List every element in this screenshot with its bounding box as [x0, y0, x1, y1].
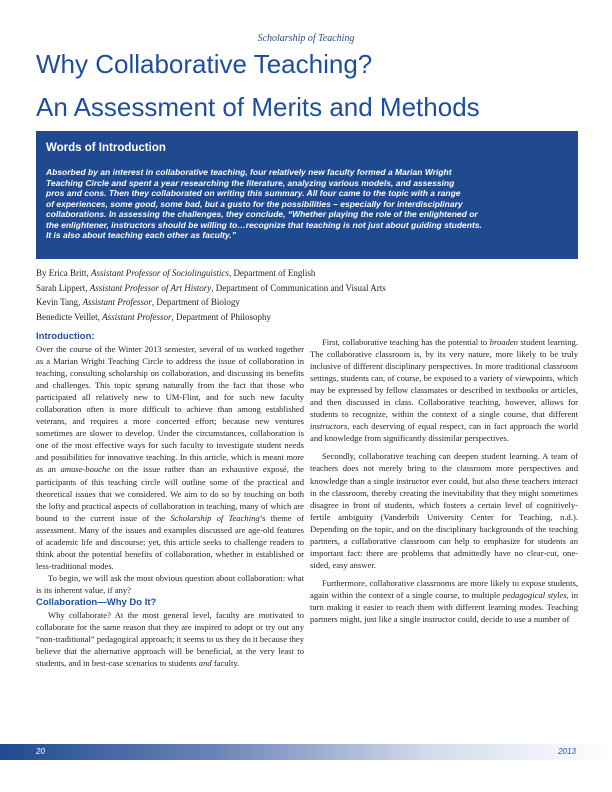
issue-year: 2013: [558, 747, 576, 756]
paragraph: To begin, we will ask the most obvious question about collaboration: what is its inherent value, if any?: [36, 572, 304, 595]
text-run: Furthermore, collaborative classrooms are more likely to expose students, again within the context of a single course, to multiple: [310, 577, 578, 600]
paragraph: Secondly, collaborative teaching can deepen student learning. A team of teachers does not merely bring to the classroom more perspectives and knowledge than a single instructor ever could, but also these teachers interact in the classroom, thereby creating the inevitability that they might sometimes disagree in front of students, which fosters a certain level of cognitively-fertile ambiguity (Vanderbilt University Center for Teaching, n.d.). Depending on the topic, and on the disciplinary backgrounds of the teaching partners, a collaborative classroom can help to emphasize for students an important fact: there are problems that admittedly have no clear-cut, one-sided, easy answer.: [310, 451, 578, 570]
introduction-box-heading: Words of Introduction: [46, 142, 166, 154]
author-name: By Erica Britt,: [36, 268, 91, 278]
paragraph: [310, 577, 578, 625]
intro-line: It is also about teaching each other as faculty.”: [46, 230, 237, 240]
left-column: [36, 330, 304, 669]
text-run: ’s theme of assessment. Many of the issues and examples discussed are age-old features of academic life and discourse; yet, this article seeks to challenge readers to think about the potential benefits of collaboration, whether in established or less-traditional modes.: [36, 512, 304, 571]
article-title-line-2: An Assessment of Merits and Methods: [36, 92, 480, 122]
author-line: [36, 310, 576, 325]
emphasis: broaden: [489, 337, 518, 347]
running-title: Scholarship of Teaching: [257, 33, 355, 44]
footer-bar: [0, 744, 612, 760]
intro-line: of experiences, some good, some bad, but a gusto for the possibilities – especially for interdisciplinary: [46, 198, 463, 209]
intro-line: Absorbed by an interest in collaborative teaching, four relatively new faculty formed a Marian Wright: [46, 167, 452, 177]
author-line: [36, 281, 576, 296]
introduction-box: [36, 131, 578, 259]
author-dept: , Department of Biology: [151, 297, 240, 307]
introduction-heading: Introduction:: [36, 331, 95, 342]
author-line: [36, 295, 576, 310]
author-dept: , Department of Communication and Visual Arts: [211, 282, 386, 293]
text-run: student learning. The collaborative classroom is, by its very nature, more likely to be truly inclusive of different disciplinary perspectives. In more traditional classroom settings, students can, of course, be exposed to a variety of viewpoints, which may be expressed by fellow classmates or described in textbooks or articles, and then discussed in class. Collaborative teaching, however, allows for students to recognize, within the context of a single course, that different: [310, 337, 578, 420]
paragraph: [36, 343, 304, 572]
author-role: Assistant Professor of Art History: [89, 282, 212, 293]
author-line: [36, 266, 576, 281]
emphasis: amuse-bouche: [60, 464, 111, 475]
text-run: Why collaborate? At the most general level, faculty are motivated to collaborate for the same reason that they are inspired to adopt or try out any “non-traditional” pedagogical approach; it seems to us they do it because they believe that the alternative approach will be beneficial, at the very least to students, and in best-case scenarios to students: [36, 609, 304, 669]
text-run: on the issue rather than an exhaustive exposé, the participants of this teaching circle will outline some of the practical and theoretical issues that we considered. We aim to do so by touching on both the lofty and practical aspects of collaboration in teaching, many of which are bound to the current issue of the: [36, 464, 304, 523]
author-role: Assistant Professor: [102, 311, 172, 322]
author-name: Kevin Tang,: [36, 297, 83, 307]
author-role: Assistant Professor of Sociolinguistics: [91, 268, 229, 278]
intro-line: Teaching Circle and spent a year researching the literature, analyzing various models, and assessing: [46, 177, 455, 188]
right-column: [310, 330, 578, 625]
article-title-line-1: Why Collaborative Teaching?: [36, 49, 373, 79]
page-number: 20: [36, 747, 45, 756]
text-run: faculty.: [211, 658, 240, 669]
paragraph: [36, 609, 304, 669]
text-run: , in turn making it easier to reach them with different learning modes. Teaching partners might, just like a single instructor could, decide to use a number of: [310, 589, 578, 625]
introduction-box-body: [46, 167, 568, 241]
author-dept: , Department of English: [228, 268, 316, 278]
emphasis: and: [198, 658, 212, 669]
intro-line: collaborations. In assessing the challenges, they conclude, “Whether playing the role of the enlightened or: [46, 209, 478, 219]
author-name: Sarah Lippert,: [36, 282, 90, 293]
text-run: Over the course of the Winter 2013 semester, several of us worked together as a Marian Wright Teaching Circle to address the issue of collaboration in teaching, consulting scholarship on collaboration, and discussing its benefits and challenges. This topic sprung naturally from the fact that those who participated all relatively new to UM-Flint, and for such new faculty collaboration often is more difficult to achieve than among established veterans, and requires a more concerted effort; because new ventures sometimes are slower to develop. Under the circumstances, collaboration is one of the most effective ways for such faculty to investigate student needs and possibilities for innovative teaching. In this article, which is meant more as an: [36, 344, 304, 475]
text-run: , each deserving of equal respect, can in fact approach the world and knowledge from significantly dissimilar perspectives.: [310, 421, 578, 444]
paragraph: [310, 336, 578, 444]
author-byline: [36, 266, 576, 324]
intro-line: the enlightener, instructors should be willing to…recognize that teaching is not just about guiding students.: [46, 219, 482, 230]
author-name: Benedicte Veillet,: [36, 311, 103, 322]
emphasis: pedagogical styles: [502, 589, 567, 600]
section-heading-why: Collaboration—Why Do It?: [36, 596, 157, 608]
emphasis: Scholarship of Teaching: [170, 512, 260, 523]
text-run: First, collaborative teaching has the potential to: [322, 337, 490, 347]
intro-line: pros and cons. Then they collaborated on writing this summary. All four came to the topic with a range: [46, 188, 461, 198]
emphasis: instructors: [310, 421, 348, 432]
author-dept: , Department of Philosophy: [171, 311, 272, 322]
author-role: Assistant Professor: [82, 297, 152, 307]
